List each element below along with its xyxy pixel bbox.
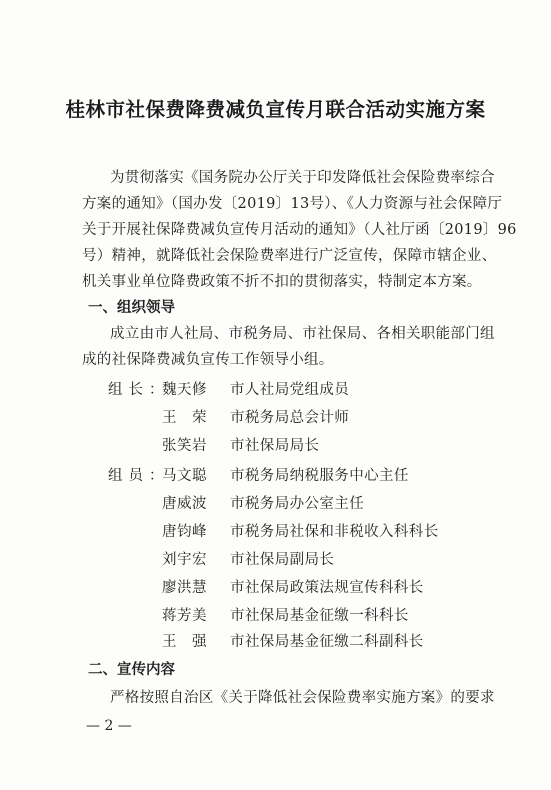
section-heading-organization: 一、组织领导: [88, 300, 175, 316]
member-position: 市税务局纳税服务中心主任: [230, 468, 409, 484]
leader-role-label: 组长：: [108, 382, 170, 398]
leader-position: 市人社局党组成员: [230, 382, 350, 398]
member-role-label: 组员：: [108, 468, 170, 484]
leader-name: 王 荣: [162, 410, 207, 426]
intro-line: 关于开展社保降费减负宣传月活动的通知》（人社厅函〔2019〕96: [82, 222, 517, 238]
member-name: 唐钧峰: [162, 524, 207, 540]
member-name: 唐威波: [162, 496, 207, 512]
intro-line: 为贯彻落实《国务院办公厅关于印发降低社会保险费率综合: [110, 170, 495, 186]
leader-name: 魏天修: [162, 382, 207, 398]
member-position: 市社保局基金征缴二科副科长: [230, 634, 424, 650]
leader-position: 市社保局局长: [230, 438, 320, 454]
member-position: 市社保局政策法规宣传科科长: [230, 580, 424, 596]
member-position: 市社保局基金征缴一科科长: [230, 608, 409, 624]
publicity-line: 严格按照自治区《关于降低社会保险费率实施方案》的要求: [110, 690, 495, 706]
intro-line: 号）精神，就降低社会保险费率进行广泛宣传，保障市辖企业、: [82, 248, 497, 264]
intro-line: 机关事业单位降费政策不折不扣的贯彻落实，特制定本方案。: [82, 274, 482, 290]
document-title: 桂林市社保费降费减负宣传月联合活动实施方案: [65, 98, 486, 121]
member-name: 刘宇宏: [162, 552, 207, 568]
member-name: 王 强: [162, 634, 207, 650]
organization-line: 成立由市人社局、市税务局、市社保局、各相关职能部门组: [110, 326, 495, 342]
member-position: 市税务局办公室主任: [230, 496, 365, 512]
page-number: — 2 —: [86, 718, 132, 734]
member-position: 市税务局社保和非税收入科科长: [230, 524, 439, 540]
leader-position: 市税务局总会计师: [230, 410, 350, 426]
leader-name: 张笑岩: [162, 438, 207, 454]
member-name: 马文聪: [162, 468, 207, 484]
organization-line: 成的社保降费减负宣传工作领导小组。: [82, 352, 334, 368]
member-position: 市社保局副局长: [230, 552, 335, 568]
intro-line: 方案的通知》（国办发〔2019〕13号）、《人力资源与社会保障厅: [82, 196, 503, 212]
member-name: 蒋芳美: [162, 608, 207, 624]
section-heading-publicity: 二、宣传内容: [88, 662, 175, 678]
member-name: 廖洪慧: [162, 580, 207, 596]
